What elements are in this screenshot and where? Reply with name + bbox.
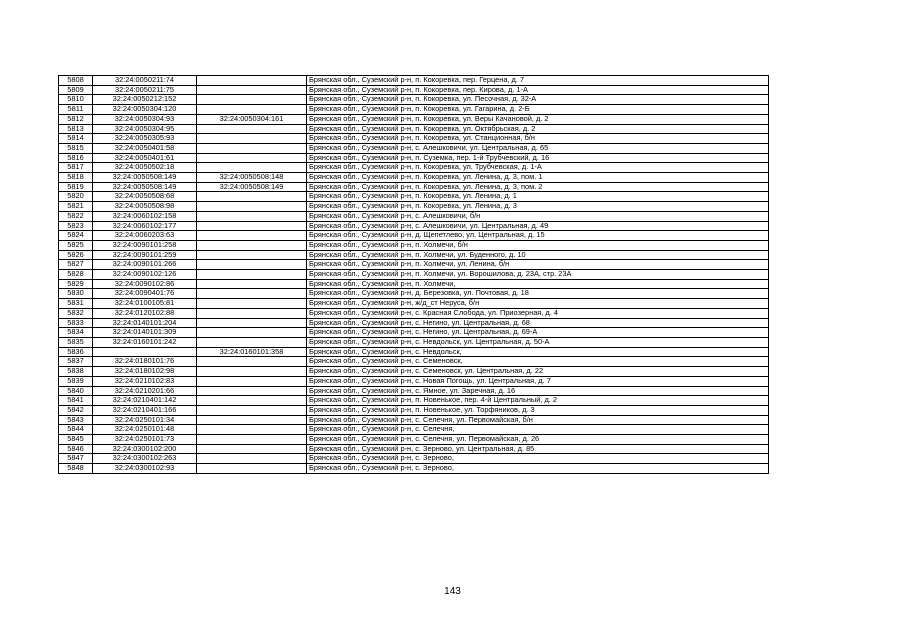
cadastral-number-cell: 32:24:0060102:158 [93, 211, 197, 221]
table-row [59, 143, 769, 153]
row-number-cell: 5821 [59, 202, 93, 212]
table-row [59, 337, 769, 347]
table-row [59, 386, 769, 396]
table-row [59, 464, 769, 474]
linked-cadastral-number-cell [197, 308, 307, 318]
table-row [59, 85, 769, 95]
cadastral-number-cell: 32:24:0140101:204 [93, 318, 197, 328]
linked-cadastral-number-cell [197, 143, 307, 153]
linked-cadastral-number-cell [197, 425, 307, 435]
cadastral-number-cell: 32:24:0250101:73 [93, 435, 197, 445]
row-number-cell: 5839 [59, 376, 93, 386]
linked-cadastral-number-cell: 32:24:0050508:149 [197, 182, 307, 192]
cadastral-number-cell: 32:24:0090101:258 [93, 240, 197, 250]
linked-cadastral-number-cell [197, 435, 307, 445]
row-number-cell: 5848 [59, 464, 93, 474]
table-row [59, 367, 769, 377]
address-cell: Брянская обл., Суземский р-н, п. Кокоревка, ул. Ленина, д. 3 [307, 202, 769, 212]
cadastral-number-cell: 32:24:0160101:242 [93, 337, 197, 347]
cadastral-number-cell: 32:24:0050508:68 [93, 192, 197, 202]
table-row [59, 221, 769, 231]
row-number-cell: 5822 [59, 211, 93, 221]
linked-cadastral-number-cell [197, 250, 307, 260]
row-number-cell: 5835 [59, 337, 93, 347]
table-row [59, 318, 769, 328]
row-number-cell: 5830 [59, 289, 93, 299]
address-cell: Брянская обл., Суземский р-н, п. Холмечи, ул. Буденного, д. 10 [307, 250, 769, 260]
cadastral-number-cell: 32:24:0050211:75 [93, 85, 197, 95]
address-cell: Брянская обл., Суземский р-н, с. Красная Слобода, ул. Приозерная, д. 4 [307, 308, 769, 318]
address-cell: Брянская обл., Суземский р-н, с. Алешковичи, ул. Центральная, д. 49 [307, 221, 769, 231]
table-row [59, 211, 769, 221]
row-number-cell: 5814 [59, 134, 93, 144]
cadastral-number-cell: 32:24:0050401:61 [93, 153, 197, 163]
linked-cadastral-number-cell [197, 444, 307, 454]
linked-cadastral-number-cell [197, 260, 307, 270]
table-row [59, 279, 769, 289]
row-number-cell: 5819 [59, 182, 93, 192]
cadastral-number-cell: 32:24:0050304:93 [93, 114, 197, 124]
row-number-cell: 5841 [59, 396, 93, 406]
row-number-cell: 5842 [59, 405, 93, 415]
table-row [59, 163, 769, 173]
row-number-cell: 5815 [59, 143, 93, 153]
address-cell: Брянская обл., Суземский р-н, ж/д_ст Неруса, б/н [307, 299, 769, 309]
address-cell: Брянская обл., Суземский р-н, п. Кокоревка, пер. Герцена, д. 7 [307, 76, 769, 86]
linked-cadastral-number-cell [197, 163, 307, 173]
row-number-cell: 5833 [59, 318, 93, 328]
row-number-cell: 5847 [59, 454, 93, 464]
address-cell: Брянская обл., Суземский р-н, п. Кокоревка, ул. Станционная, б/н [307, 134, 769, 144]
table-row [59, 299, 769, 309]
row-number-cell: 5816 [59, 153, 93, 163]
row-number-cell: 5827 [59, 260, 93, 270]
row-number-cell: 5809 [59, 85, 93, 95]
table-row [59, 240, 769, 250]
address-cell: Брянская обл., Суземский р-н, д. Щепетлево, ул. Центральная, д. 15 [307, 231, 769, 241]
address-cell: Брянская обл., Суземский р-н, п. Кокоревка, ул. Гагарина, д. 2-Б [307, 105, 769, 115]
row-number-cell: 5820 [59, 192, 93, 202]
cadastral-number-cell: 32:24:0250101:48 [93, 425, 197, 435]
row-number-cell: 5824 [59, 231, 93, 241]
row-number-cell: 5834 [59, 328, 93, 338]
row-number-cell: 5845 [59, 435, 93, 445]
address-cell: Брянская обл., Суземский р-н, с. Зерново, [307, 464, 769, 474]
address-cell: Брянская обл., Суземский р-н, п. Новенькое, пер. 4-й Центральный, д. 2 [307, 396, 769, 406]
address-cell: Брянская обл., Суземский р-н, п. Кокоревка, ул. Песочная, д. 32-А [307, 95, 769, 105]
table-row [59, 153, 769, 163]
row-number-cell: 5813 [59, 124, 93, 134]
linked-cadastral-number-cell [197, 357, 307, 367]
cadastral-number-cell: 32:24:0300102:200 [93, 444, 197, 454]
linked-cadastral-number-cell [197, 211, 307, 221]
table-row [59, 192, 769, 202]
cadastral-number-cell: 32:24:0090401:76 [93, 289, 197, 299]
cadastral-number-cell: 32:24:0100105:81 [93, 299, 197, 309]
address-cell: Брянская обл., Суземский р-н, с. Негино, ул. Центральная, д. 68 [307, 318, 769, 328]
linked-cadastral-number-cell [197, 415, 307, 425]
linked-cadastral-number-cell [197, 105, 307, 115]
table-row [59, 328, 769, 338]
linked-cadastral-number-cell [197, 318, 307, 328]
row-number-cell: 5832 [59, 308, 93, 318]
table-row [59, 405, 769, 415]
property-registry-table [58, 75, 769, 474]
row-number-cell: 5823 [59, 221, 93, 231]
row-number-cell: 5825 [59, 240, 93, 250]
table-row [59, 415, 769, 425]
table-row [59, 425, 769, 435]
cadastral-number-cell: 32:24:0050304:95 [93, 124, 197, 134]
linked-cadastral-number-cell [197, 192, 307, 202]
table-row [59, 308, 769, 318]
table-row [59, 435, 769, 445]
cadastral-number-cell: 32:24:0090101:259 [93, 250, 197, 260]
table-row [59, 396, 769, 406]
table-row [59, 270, 769, 280]
linked-cadastral-number-cell [197, 279, 307, 289]
cadastral-number-cell: 32:24:0060203:63 [93, 231, 197, 241]
cadastral-number-cell: 32:24:0060102:177 [93, 221, 197, 231]
cadastral-number-cell: 32:24:0210201:66 [93, 386, 197, 396]
table-row [59, 173, 769, 183]
table-row [59, 105, 769, 115]
row-number-cell: 5818 [59, 173, 93, 183]
linked-cadastral-number-cell [197, 76, 307, 86]
page-number: 143 [444, 586, 461, 597]
cadastral-number-cell: 32:24:0050305:93 [93, 134, 197, 144]
cadastral-number-cell: 32:24:0140101:309 [93, 328, 197, 338]
table-row [59, 231, 769, 241]
address-cell: Брянская обл., Суземский р-н, п. Кокоревка, ул. Веры Качановой, д. 2 [307, 114, 769, 124]
table-row [59, 444, 769, 454]
address-cell: Брянская обл., Суземский р-н, п. Холмечи, б/н [307, 240, 769, 250]
linked-cadastral-number-cell [197, 299, 307, 309]
table-row [59, 182, 769, 192]
cadastral-number-cell: 32:24:0120102:88 [93, 308, 197, 318]
cadastral-number-cell: 32:24:0210401:142 [93, 396, 197, 406]
address-cell: Брянская обл., Суземский р-н, п. Холмечи, ул. Ворошилова, д. 23А, стр. 23А [307, 270, 769, 280]
cadastral-number-cell: 32:24:0210401:166 [93, 405, 197, 415]
address-cell: Брянская обл., Суземский р-н, п. Холмечи, ул. Ленина, б/н [307, 260, 769, 270]
address-cell: Брянская обл., Суземский р-н, п. Кокоревка, ул. Ленина, д. 1 [307, 192, 769, 202]
table-row [59, 124, 769, 134]
address-cell: Брянская обл., Суземский р-н, с. Невдольск, ул. Центральная, д. 50-А [307, 337, 769, 347]
row-number-cell: 5846 [59, 444, 93, 454]
row-number-cell: 5826 [59, 250, 93, 260]
linked-cadastral-number-cell [197, 202, 307, 212]
table-row [59, 95, 769, 105]
table-row [59, 454, 769, 464]
address-cell: Брянская обл., Суземский р-н, с. Алешковичи, ул. Центральная, д. 65 [307, 143, 769, 153]
row-number-cell: 5831 [59, 299, 93, 309]
cadastral-number-cell: 32:24:0210102:83 [93, 376, 197, 386]
cadastral-number-cell: 32:24:0050212:152 [93, 95, 197, 105]
linked-cadastral-number-cell: 32:24:0050508:148 [197, 173, 307, 183]
address-cell: Брянская обл., Суземский р-н, с. Зерново, [307, 454, 769, 464]
cadastral-number-cell: 32:24:0050508:149 [93, 173, 197, 183]
table-row [59, 289, 769, 299]
table-row [59, 250, 769, 260]
address-cell: Брянская обл., Суземский р-н, с. Селечня, ул. Первомайская, б/н [307, 415, 769, 425]
linked-cadastral-number-cell [197, 231, 307, 241]
table-row [59, 76, 769, 86]
linked-cadastral-number-cell [197, 289, 307, 299]
cadastral-number-cell: 32:24:0300102:263 [93, 454, 197, 464]
linked-cadastral-number-cell [197, 134, 307, 144]
cadastral-number-cell: 32:24:0250101:34 [93, 415, 197, 425]
address-cell: Брянская обл., Суземский р-н, с. Семеновск, ул. Центральная, д. 22 [307, 367, 769, 377]
address-cell: Брянская обл., Суземский р-н, с. Зерново, ул. Центральная, д. 85 [307, 444, 769, 454]
linked-cadastral-number-cell [197, 240, 307, 250]
linked-cadastral-number-cell [197, 405, 307, 415]
row-number-cell: 5828 [59, 270, 93, 280]
registry-table-body [59, 76, 769, 474]
row-number-cell: 5810 [59, 95, 93, 105]
cadastral-number-cell [93, 347, 197, 357]
address-cell: Брянская обл., Суземский р-н, п. Кокоревка, ул. Ленина, д. 3, пом. 1 [307, 173, 769, 183]
row-number-cell: 5817 [59, 163, 93, 173]
linked-cadastral-number-cell [197, 454, 307, 464]
table-row [59, 114, 769, 124]
row-number-cell: 5838 [59, 367, 93, 377]
linked-cadastral-number-cell [197, 95, 307, 105]
address-cell: Брянская обл., Суземский р-н, с. Невдольск, [307, 347, 769, 357]
linked-cadastral-number-cell [197, 396, 307, 406]
row-number-cell: 5829 [59, 279, 93, 289]
cadastral-number-cell: 32:24:0050502:18 [93, 163, 197, 173]
linked-cadastral-number-cell [197, 337, 307, 347]
address-cell: Брянская обл., Суземский р-н, п. Кокоревка, ул. Октябрьская, д. 2 [307, 124, 769, 134]
table-row [59, 134, 769, 144]
address-cell: Брянская обл., Суземский р-н, с. Семеновск, [307, 357, 769, 367]
cadastral-number-cell: 32:24:0090102:126 [93, 270, 197, 280]
table-row [59, 260, 769, 270]
cadastral-number-cell: 32:24:0300102:93 [93, 464, 197, 474]
linked-cadastral-number-cell: 32:24:0050304:161 [197, 114, 307, 124]
address-cell: Брянская обл., Суземский р-н, с. Алешковичи, б/н [307, 211, 769, 221]
address-cell: Брянская обл., Суземский р-н, п. Новенькое, ул. Торфяников, д. 3 [307, 405, 769, 415]
cadastral-number-cell: 32:24:0180101:76 [93, 357, 197, 367]
linked-cadastral-number-cell [197, 270, 307, 280]
table-row [59, 357, 769, 367]
linked-cadastral-number-cell [197, 124, 307, 134]
cadastral-number-cell: 32:24:0050304:120 [93, 105, 197, 115]
cadastral-number-cell: 32:24:0050508:98 [93, 202, 197, 212]
row-number-cell: 5840 [59, 386, 93, 396]
cadastral-number-cell: 32:24:0050401:58 [93, 143, 197, 153]
cadastral-number-cell: 32:24:0050211:74 [93, 76, 197, 86]
address-cell: Брянская обл., Суземский р-н, с. Ямное, ул. Заречная, д. 16 [307, 386, 769, 396]
row-number-cell: 5811 [59, 105, 93, 115]
linked-cadastral-number-cell [197, 328, 307, 338]
table-row [59, 376, 769, 386]
address-cell: Брянская обл., Суземский р-н, п. Холмечи, [307, 279, 769, 289]
linked-cadastral-number-cell: 32:24:0160101:358 [197, 347, 307, 357]
cadastral-number-cell: 32:24:0180102:98 [93, 367, 197, 377]
row-number-cell: 5836 [59, 347, 93, 357]
row-number-cell: 5812 [59, 114, 93, 124]
cadastral-number-cell: 32:24:0090101:266 [93, 260, 197, 270]
address-cell: Брянская обл., Суземский р-н, д. Березовка, ул. Почтовая, д. 18 [307, 289, 769, 299]
table-row [59, 347, 769, 357]
address-cell: Брянская обл., Суземский р-н, п. Кокоревка, пер. Кирова, д. 1-А [307, 85, 769, 95]
address-cell: Брянская обл., Суземский р-н, п. Суземка, пер. 1-й Трубчевский, д. 16 [307, 153, 769, 163]
row-number-cell: 5837 [59, 357, 93, 367]
address-cell: Брянская обл., Суземский р-н, с. Новая Погощь, ул. Центральная, д. 7 [307, 376, 769, 386]
address-cell: Брянская обл., Суземский р-н, с. Негино, ул. Центральная, д. 69-А [307, 328, 769, 338]
cadastral-number-cell: 32:24:0090102:86 [93, 279, 197, 289]
address-cell: Брянская обл., Суземский р-н, с. Селечня, ул. Первомайская, д. 26 [307, 435, 769, 445]
address-cell: Брянская обл., Суземский р-н, с. Селечня, [307, 425, 769, 435]
linked-cadastral-number-cell [197, 464, 307, 474]
linked-cadastral-number-cell [197, 386, 307, 396]
cadastral-number-cell: 32:24:0050508:149 [93, 182, 197, 192]
linked-cadastral-number-cell [197, 85, 307, 95]
row-number-cell: 5808 [59, 76, 93, 86]
address-cell: Брянская обл., Суземский р-н, п. Кокоревка, ул. Ленина, д. 3, пом. 2 [307, 182, 769, 192]
table-row [59, 202, 769, 212]
linked-cadastral-number-cell [197, 153, 307, 163]
row-number-cell: 5844 [59, 425, 93, 435]
row-number-cell: 5843 [59, 415, 93, 425]
linked-cadastral-number-cell [197, 376, 307, 386]
address-cell: Брянская обл., Суземский р-н, п. Кокоревка, ул. Трубчевская, д. 1-А [307, 163, 769, 173]
linked-cadastral-number-cell [197, 221, 307, 231]
linked-cadastral-number-cell [197, 367, 307, 377]
